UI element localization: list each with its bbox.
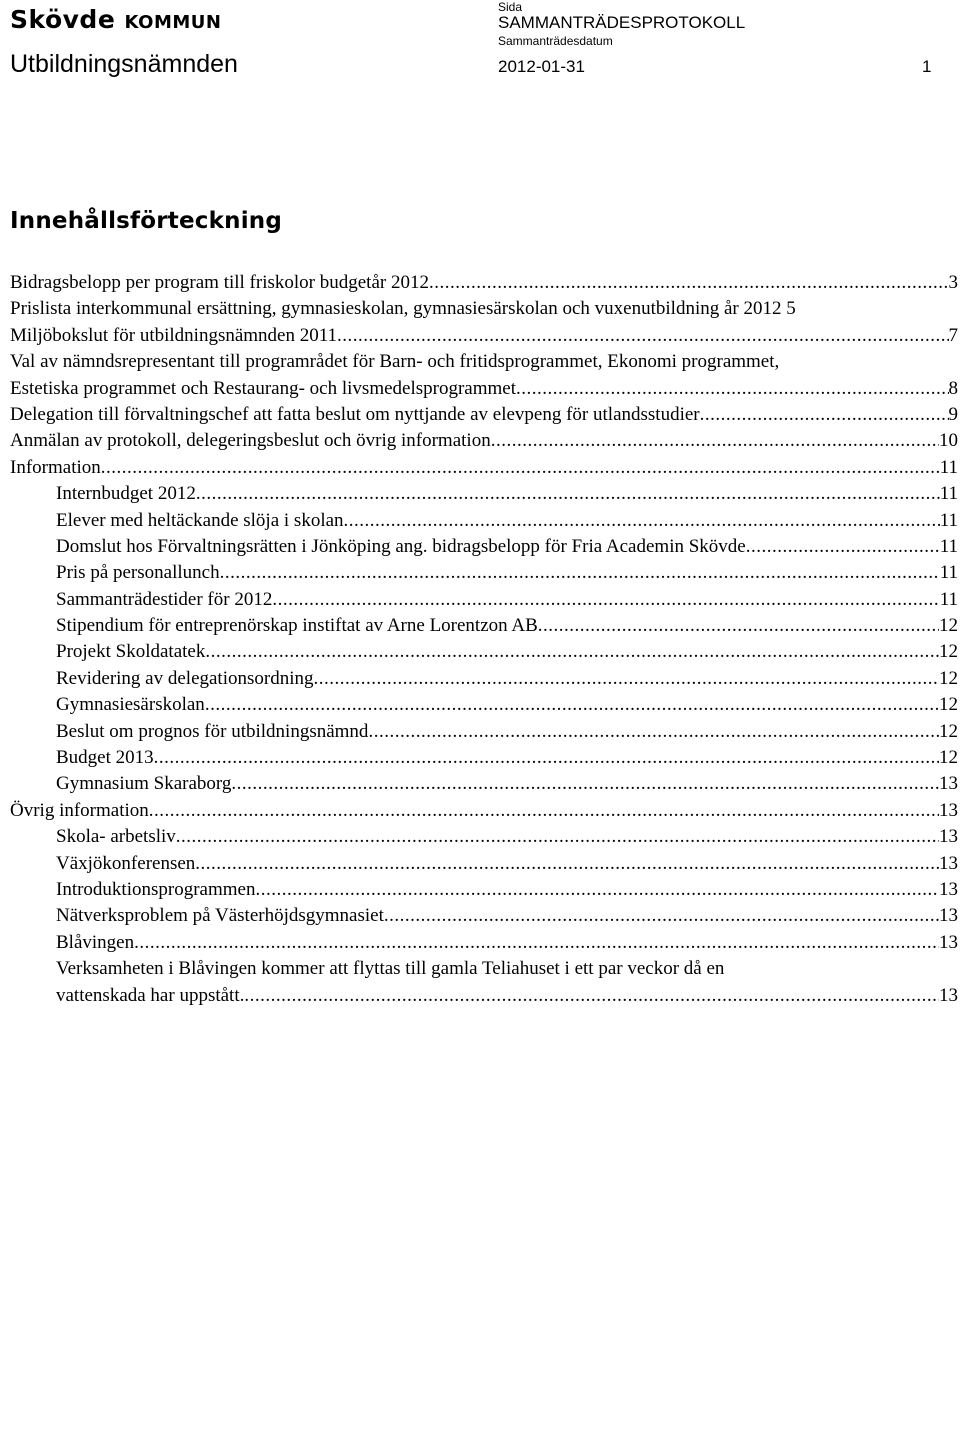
toc-leader bbox=[220, 560, 940, 586]
toc-entry-text: Sammanträdestider för 2012 bbox=[56, 588, 273, 610]
toc-entry-text: Revidering av delegationsordning bbox=[56, 667, 314, 689]
toc-subentry[interactable] bbox=[10, 877, 958, 903]
toc-leader bbox=[244, 983, 939, 1009]
page-number: 1 bbox=[922, 57, 932, 76]
toc-entry-line1[interactable] bbox=[10, 349, 958, 375]
toc-entry-page: 13 bbox=[939, 878, 958, 900]
toc-entry-page: 12 bbox=[939, 694, 958, 716]
toc-entry-page: 13 bbox=[939, 799, 958, 821]
toc-entry-text: Skola- arbetsliv bbox=[56, 826, 176, 848]
toc-entry-text: Nätverksproblem på Västerhöjdsgymnasiet bbox=[56, 905, 384, 927]
municipality-logo bbox=[10, 5, 221, 34]
toc-entry-text: Beslut om prognos för utbildningsnämnd bbox=[56, 720, 369, 742]
toc-leader bbox=[134, 930, 939, 956]
toc-entry[interactable] bbox=[10, 296, 958, 322]
toc-entry-text: Stipendium för entreprenörskap instiftat av Arne Lorentzon AB bbox=[56, 615, 538, 637]
toc-subentry[interactable] bbox=[10, 719, 958, 745]
toc-entry-text: Anmälan av protokoll, delegeringsbeslut och övrig information bbox=[10, 430, 491, 452]
toc-entry[interactable] bbox=[10, 455, 958, 481]
toc-leader bbox=[344, 508, 940, 534]
toc-entry[interactable] bbox=[10, 270, 958, 296]
toc-leader bbox=[154, 745, 939, 771]
toc-entry-page: 11 bbox=[939, 483, 958, 505]
toc-entry-page: 11 bbox=[939, 509, 958, 531]
toc-leader bbox=[429, 270, 949, 296]
toc-subentry[interactable] bbox=[10, 666, 958, 692]
toc-entry-page: 3 bbox=[948, 272, 958, 293]
toc-leader bbox=[746, 534, 940, 560]
toc-entry-page: 13 bbox=[939, 852, 958, 874]
toc-subentry[interactable] bbox=[10, 745, 958, 771]
toc-entry-text: Information bbox=[10, 456, 101, 478]
toc-entry[interactable] bbox=[10, 798, 958, 824]
toc-subentry[interactable] bbox=[10, 903, 958, 929]
toc-entry[interactable] bbox=[10, 402, 958, 428]
toc-entry-page: 11 bbox=[939, 562, 958, 584]
toc-subentry-line1[interactable] bbox=[10, 956, 958, 982]
logo-main: Skövde bbox=[10, 5, 116, 34]
toc-entry-page: 9 bbox=[948, 403, 958, 425]
toc-leader bbox=[231, 771, 939, 797]
toc-entry-text: Övrig information bbox=[10, 799, 149, 821]
toc-leader bbox=[368, 719, 939, 745]
toc-leader bbox=[101, 455, 940, 481]
toc-title: Innehållsförteckning bbox=[10, 208, 283, 234]
toc-leader bbox=[205, 639, 939, 665]
toc-leader bbox=[700, 402, 949, 428]
toc-entry[interactable] bbox=[10, 428, 958, 454]
toc-entry-page: 11 bbox=[939, 588, 958, 610]
table-of-contents bbox=[10, 270, 958, 1009]
toc-entry-text-cont: Estetiska programmet och Restaurang- och livsmedelsprogrammet bbox=[10, 377, 516, 399]
toc-entry-page: 11 bbox=[939, 456, 958, 478]
toc-entry-page: 12 bbox=[939, 667, 958, 689]
toc-subentry[interactable] bbox=[10, 587, 958, 613]
toc-entry-text: Internbudget 2012 bbox=[56, 483, 196, 505]
toc-entry-page: 8 bbox=[948, 377, 958, 399]
toc-entry[interactable] bbox=[10, 376, 958, 402]
toc-entry-text: Miljöbokslut för utbildningsnämnden 2011 bbox=[10, 324, 338, 346]
toc-leader bbox=[205, 692, 939, 718]
toc-entry-text: Projekt Skoldatatek bbox=[56, 641, 206, 663]
toc-entry-text: Växjökonferensen bbox=[56, 852, 196, 874]
toc-subentry[interactable] bbox=[10, 639, 958, 665]
toc-entry-text: Verksamheten i Blåvingen kommer att flyttas till gamla Teliahuset i ett par veckor då en bbox=[56, 958, 725, 980]
toc-entry[interactable] bbox=[10, 323, 958, 349]
toc-entry-page: 13 bbox=[939, 773, 958, 795]
toc-entry-page: 12 bbox=[939, 641, 958, 663]
toc-entry-text: Bidragsbelopp per program till friskolor budgetår 2012 bbox=[10, 272, 429, 293]
toc-subentry[interactable] bbox=[10, 930, 958, 956]
toc-entry-text: Introduktionsprogrammen bbox=[56, 878, 256, 900]
toc-entry-page: 13 bbox=[939, 826, 958, 848]
toc-entry-text: Val av nämndsrepresentant till programrådet för Barn- och fritidsprogrammet, Ekonomi programmet, bbox=[10, 351, 780, 373]
toc-entry-page: 11 bbox=[939, 535, 958, 557]
toc-entry-page: 13 bbox=[939, 931, 958, 953]
toc-entry-text: Budget 2013 bbox=[56, 747, 154, 769]
toc-leader bbox=[516, 376, 949, 402]
toc-leader bbox=[255, 877, 939, 903]
toc-subentry[interactable] bbox=[10, 983, 958, 1009]
toc-leader bbox=[337, 323, 948, 349]
toc-subentry[interactable] bbox=[10, 534, 958, 560]
toc-entry-text: Gymnasium Skaraborg bbox=[56, 773, 232, 795]
meeting-date: 2012-01-31 bbox=[498, 57, 585, 76]
toc-entry-text: Prislista interkommunal ersättning, gymnasieskolan, gymnasiesärskolan och vuxenutbildning år 2012 bbox=[10, 298, 782, 320]
page-label: Sida bbox=[498, 0, 523, 14]
toc-leader bbox=[196, 481, 940, 507]
toc-entry-page: 13 bbox=[939, 984, 958, 1006]
toc-entry-page: 12 bbox=[939, 747, 958, 769]
toc-leader bbox=[149, 798, 939, 824]
toc-entry-text-cont: vattenskada har uppstått. bbox=[56, 984, 245, 1006]
toc-leader bbox=[491, 428, 939, 454]
toc-subentry[interactable] bbox=[10, 851, 958, 877]
toc-leader bbox=[176, 824, 939, 850]
toc-entry-text: Gymnasiesärskolan bbox=[56, 694, 205, 716]
toc-subentry[interactable] bbox=[10, 560, 958, 586]
page-header bbox=[10, 0, 950, 80]
toc-leader bbox=[384, 903, 939, 929]
toc-entry-text: Pris på personallunch bbox=[56, 562, 220, 584]
toc-entry-page: 13 bbox=[939, 905, 958, 927]
toc-subentry[interactable] bbox=[10, 824, 958, 850]
toc-entry-text: Blåvingen bbox=[56, 931, 135, 953]
toc-entry-text: Elever med heltäckande slöja i skolan bbox=[56, 509, 344, 531]
toc-leader bbox=[314, 666, 940, 692]
toc-leader bbox=[538, 613, 939, 639]
toc-entry-text: Domslut hos Förvaltningsrätten i Jönköping ang. bidragsbelopp för Fria Academin Skövde bbox=[56, 535, 746, 557]
toc-subentry[interactable] bbox=[10, 613, 958, 639]
toc-leader bbox=[272, 587, 939, 613]
toc-subentry[interactable] bbox=[10, 508, 958, 534]
toc-leader bbox=[195, 851, 939, 877]
toc-entry-page: 12 bbox=[939, 720, 958, 742]
toc-entry-page: 10 bbox=[939, 430, 958, 452]
logo-sub: kommun bbox=[124, 5, 222, 34]
date-label: Sammanträdesdatum bbox=[498, 34, 613, 48]
toc-entry-page: 12 bbox=[939, 615, 958, 637]
department-name: Utbildningsnämnden bbox=[10, 50, 238, 78]
toc-entry-page: 5 bbox=[786, 298, 796, 320]
document-title: SAMMANTRÄDESPROTOKOLL bbox=[498, 13, 746, 32]
toc-entry-text: Delegation till förvaltningschef att fatta beslut om nyttjande av elevpeng för utlandsstudier bbox=[10, 403, 700, 425]
toc-subentry[interactable] bbox=[10, 481, 958, 507]
toc-subentry[interactable] bbox=[10, 771, 958, 797]
toc-entry-page: 7 bbox=[948, 324, 958, 346]
toc-subentry[interactable] bbox=[10, 692, 958, 718]
